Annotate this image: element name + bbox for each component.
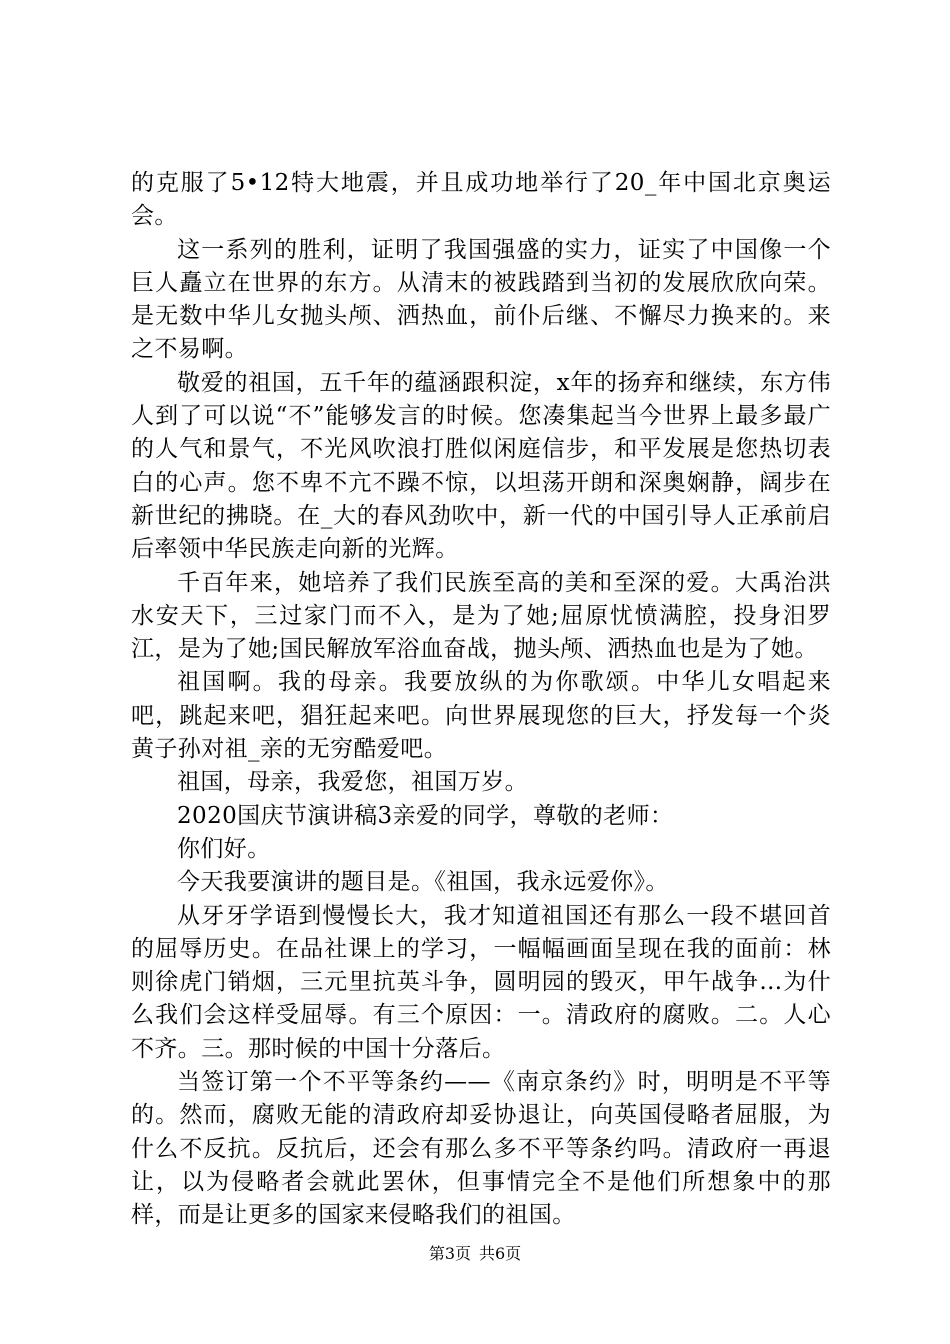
- paragraph-4: 千百年来，她培养了我们民族至高的美和至深的爱。大禹治洪水安天下，三过家门而不入，是为了她;屈原忧愤满腔，投身汨罗江，是为了她;国民解放军浴血奋战，抛头颅、洒热血也是为了她。: [131, 569, 831, 663]
- paragraph-2: 这一系列的胜利，证明了我国强盛的实力，证实了中国像一个巨人矗立在世界的东方。从清末的被践踏到当初的发展欣欣向荣。是无数中华儿女抛头颅、洒热血，前仆后继、不懈尽力换来的。来之不易啊。: [131, 236, 831, 363]
- paragraph-5: 祖国啊。我的母亲。我要放纵的为你歌颂。中华儿女唱起来吧，跳起来吧，猖狂起来吧。向世界展现您的巨大，抒发每一个炎黄子孙对祖_亲的无穷酷爱吧。: [131, 669, 831, 763]
- paragraph-8: 你们好。: [177, 835, 271, 862]
- page-total: 共6页: [479, 1244, 522, 1263]
- page-footer: [0, 1244, 950, 1264]
- paragraph-1: 的克服了5•12特大地震，并且成功地举行了20_年中国北京奥运会。: [131, 170, 831, 230]
- paragraph-6: 祖国，母亲，我爱您，祖国万岁。: [177, 769, 528, 796]
- paragraph-7: 2020国庆节演讲稿3亲爱的同学，尊敬的老师：: [177, 802, 674, 829]
- document-body: [131, 167, 831, 1233]
- paragraph-10: 从牙牙学语到慢慢长大，我才知道祖国还有那么一段不堪回首的屈辱历史。在品社课上的学习，一幅幅画面呈现在我的面前：林则徐虎门销烟，三元里抗英斗争，圆明园的毁灭，甲午战争…为什么我们会这样受屈辱。有三个原因：一。清政府的腐败。二。人心不齐。三。那时候的中国十分落后。: [131, 902, 831, 1062]
- paragraph-11: 当签订第一个不平等条约——《南京条约》时，明明是不平等的。然而，腐败无能的清政府却妥协退让，向英国侵略者屈服，为什么不反抗。反抗后，还会有那么多不平等条约吗。清政府一再退让，以为侵略者会就此罢休，但事情完全不是他们所想象中的那样，而是让更多的国家来侵略我们的祖国。: [131, 1069, 831, 1229]
- paragraph-3: 敬爱的祖国，五千年的蕴涵跟积淀，x年的扬弃和继续，东方伟人到了可以说“不”能够发言的时候。您凑集起当今世界上最多最广的人气和景气，不光风吹浪打胜似闲庭信步，和平发展是您热切表白的心声。您不卑不亢不躁不惊，以坦荡开朗和深奥娴静，阔步在新世纪的拂晓。在_大的春风劲吹中，新一代的中国引导人正承前启后率领中华民族走向新的光辉。: [131, 369, 831, 563]
- page-number: 第3页: [428, 1244, 471, 1263]
- paragraph-9: 今天我要演讲的题目是。《祖国，我永远爱你》。: [177, 869, 669, 896]
